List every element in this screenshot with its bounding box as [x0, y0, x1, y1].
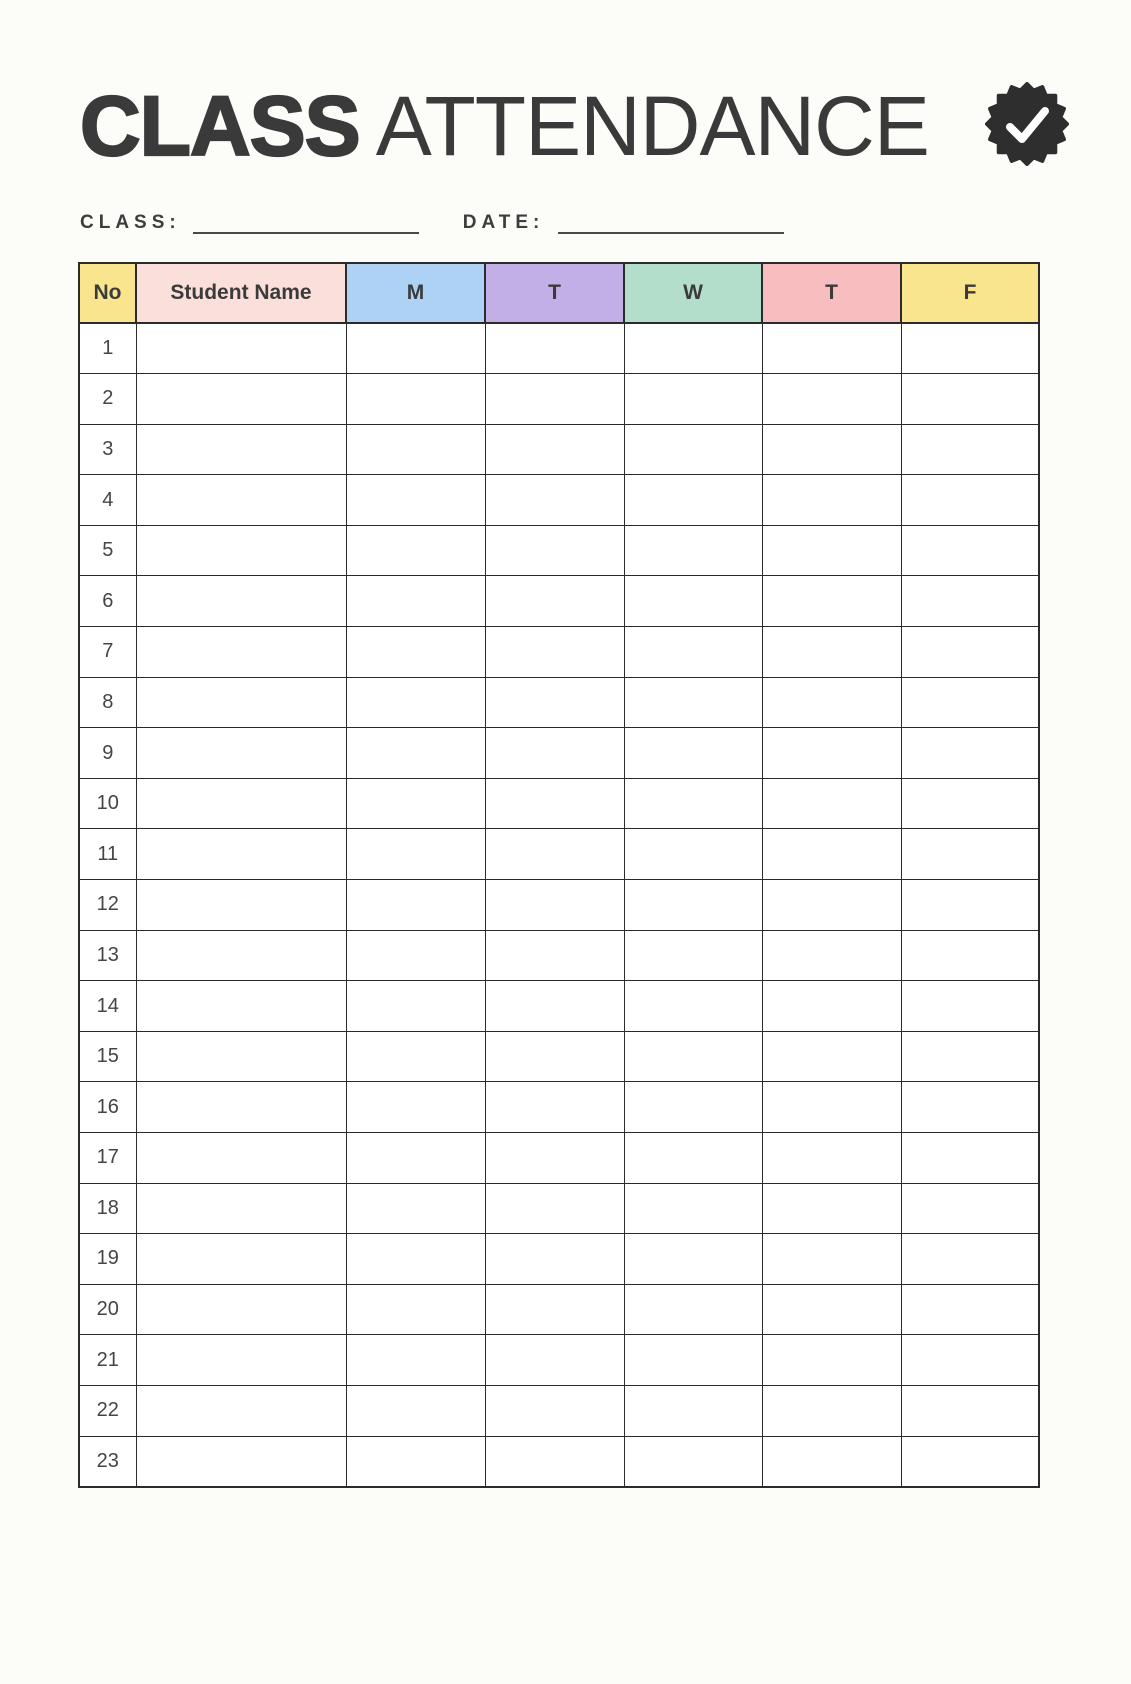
attendance-cell-tue[interactable]	[485, 525, 624, 576]
attendance-cell-fri[interactable]	[901, 627, 1039, 678]
attendance-cell-wed[interactable]	[624, 1133, 762, 1184]
attendance-cell-thu[interactable]	[762, 1133, 901, 1184]
row-number-cell: 2	[79, 374, 136, 425]
attendance-cell-tue[interactable]	[485, 1082, 624, 1133]
attendance-cell-tue[interactable]	[485, 323, 624, 374]
attendance-cell-mon[interactable]	[346, 1133, 485, 1184]
attendance-cell-wed[interactable]	[624, 475, 762, 526]
attendance-sheet	[0, 79, 1131, 1488]
attendance-cell-wed[interactable]	[624, 981, 762, 1032]
table-header-row	[79, 263, 1039, 323]
table-row	[79, 323, 1039, 374]
attendance-cell-mon[interactable]	[346, 1335, 485, 1386]
table-row	[79, 1234, 1039, 1285]
table-row	[79, 930, 1039, 981]
attendance-cell-wed[interactable]	[624, 323, 762, 374]
table-row	[79, 525, 1039, 576]
attendance-cell-mon[interactable]	[346, 930, 485, 981]
row-number-cell: 3	[79, 424, 136, 475]
attendance-cell-fri[interactable]	[901, 677, 1039, 728]
attendance-cell-thu[interactable]	[762, 930, 901, 981]
attendance-cell-tue[interactable]	[485, 778, 624, 829]
row-number-cell: 18	[79, 1183, 136, 1234]
table-row	[79, 677, 1039, 728]
attendance-cell-wed[interactable]	[624, 1234, 762, 1285]
attendance-cell-tue[interactable]	[485, 1234, 624, 1285]
attendance-cell-fri[interactable]	[901, 323, 1039, 374]
row-number-cell: 15	[79, 1031, 136, 1082]
table-row	[79, 728, 1039, 779]
attendance-cell-tue[interactable]	[485, 981, 624, 1032]
attendance-cell-wed[interactable]	[624, 677, 762, 728]
attendance-cell-fri[interactable]	[901, 576, 1039, 627]
attendance-cell-tue[interactable]	[485, 576, 624, 627]
attendance-cell-fri[interactable]	[901, 1234, 1039, 1285]
attendance-cell-fri[interactable]	[901, 829, 1039, 880]
attendance-cell-tue[interactable]	[485, 1031, 624, 1082]
attendance-cell-fri[interactable]	[901, 424, 1039, 475]
table-row	[79, 374, 1039, 425]
attendance-cell-mon[interactable]	[346, 981, 485, 1032]
attendance-cell-mon[interactable]	[346, 677, 485, 728]
column-header-student_name: Student Name	[136, 263, 346, 323]
table-row	[79, 475, 1039, 526]
student-name-cell[interactable]	[136, 374, 346, 425]
row-number-cell: 23	[79, 1436, 136, 1487]
table-row	[79, 981, 1039, 1032]
student-name-cell[interactable]	[136, 930, 346, 981]
student-name-cell[interactable]	[136, 829, 346, 880]
row-number-cell: 5	[79, 525, 136, 576]
attendance-cell-tue[interactable]	[485, 475, 624, 526]
attendance-cell-fri[interactable]	[901, 1133, 1039, 1184]
attendance-cell-thu[interactable]	[762, 728, 901, 779]
student-name-cell[interactable]	[136, 1436, 346, 1487]
attendance-cell-tue[interactable]	[485, 1335, 624, 1386]
student-name-cell[interactable]	[136, 728, 346, 779]
attendance-cell-tue[interactable]	[485, 627, 624, 678]
student-name-cell[interactable]	[136, 1183, 346, 1234]
attendance-cell-tue[interactable]	[485, 1436, 624, 1487]
attendance-cell-wed[interactable]	[624, 778, 762, 829]
table-row	[79, 1133, 1039, 1184]
row-number-cell: 1	[79, 323, 136, 374]
attendance-cell-wed[interactable]	[624, 1183, 762, 1234]
row-number-cell: 8	[79, 677, 136, 728]
attendance-cell-fri[interactable]	[901, 374, 1039, 425]
student-name-cell[interactable]	[136, 1234, 346, 1285]
attendance-cell-fri[interactable]	[901, 728, 1039, 779]
class-input-line[interactable]	[193, 210, 419, 234]
attendance-cell-tue[interactable]	[485, 1133, 624, 1184]
table-row	[79, 1436, 1039, 1487]
attendance-cell-tue[interactable]	[485, 930, 624, 981]
table-row	[79, 576, 1039, 627]
attendance-cell-wed[interactable]	[624, 576, 762, 627]
attendance-cell-fri[interactable]	[901, 1385, 1039, 1436]
attendance-cell-wed[interactable]	[624, 880, 762, 931]
page-title	[80, 79, 929, 173]
column-header-fri: F	[901, 263, 1039, 323]
attendance-cell-tue[interactable]	[485, 829, 624, 880]
student-name-cell[interactable]	[136, 525, 346, 576]
student-name-cell[interactable]	[136, 880, 346, 931]
check-seal-icon	[985, 82, 1069, 166]
attendance-cell-wed[interactable]	[624, 1082, 762, 1133]
attendance-cell-mon[interactable]	[346, 880, 485, 931]
attendance-cell-fri[interactable]	[901, 880, 1039, 931]
attendance-cell-tue[interactable]	[485, 677, 624, 728]
attendance-cell-mon[interactable]	[346, 1082, 485, 1133]
student-name-cell[interactable]	[136, 323, 346, 374]
student-name-cell[interactable]	[136, 1133, 346, 1184]
attendance-cell-mon[interactable]	[346, 1031, 485, 1082]
attendance-cell-tue[interactable]	[485, 1385, 624, 1436]
attendance-cell-mon[interactable]	[346, 1183, 485, 1234]
attendance-cell-thu[interactable]	[762, 374, 901, 425]
attendance-cell-thu[interactable]	[762, 1335, 901, 1386]
table-row	[79, 1031, 1039, 1082]
attendance-cell-thu[interactable]	[762, 1385, 901, 1436]
attendance-cell-tue[interactable]	[485, 1284, 624, 1335]
row-number-cell: 19	[79, 1234, 136, 1285]
attendance-cell-fri[interactable]	[901, 1436, 1039, 1487]
attendance-cell-thu[interactable]	[762, 829, 901, 880]
row-number-cell: 4	[79, 475, 136, 526]
date-input-line[interactable]	[558, 210, 784, 234]
class-label: CLASS:	[80, 212, 181, 233]
row-number-cell: 12	[79, 880, 136, 931]
attendance-cell-thu[interactable]	[762, 981, 901, 1032]
attendance-cell-thu[interactable]	[762, 1436, 901, 1487]
attendance-cell-tue[interactable]	[485, 424, 624, 475]
table-row	[79, 829, 1039, 880]
attendance-cell-mon[interactable]	[346, 1234, 485, 1285]
attendance-cell-mon[interactable]	[346, 525, 485, 576]
attendance-cell-mon[interactable]	[346, 627, 485, 678]
attendance-cell-mon[interactable]	[346, 374, 485, 425]
row-number-cell: 17	[79, 1133, 136, 1184]
table-row	[79, 424, 1039, 475]
row-number-cell: 20	[79, 1284, 136, 1335]
attendance-table	[78, 262, 1040, 1488]
attendance-cell-fri[interactable]	[901, 778, 1039, 829]
table-row	[79, 627, 1039, 678]
attendance-cell-fri[interactable]	[901, 1183, 1039, 1234]
row-number-cell: 16	[79, 1082, 136, 1133]
page-title-primary: CLASS	[80, 79, 360, 173]
attendance-cell-wed[interactable]	[624, 374, 762, 425]
attendance-cell-wed[interactable]	[624, 627, 762, 678]
attendance-cell-thu[interactable]	[762, 576, 901, 627]
column-header-mon: M	[346, 263, 485, 323]
attendance-cell-thu[interactable]	[762, 1082, 901, 1133]
attendance-cell-wed[interactable]	[624, 424, 762, 475]
attendance-cell-tue[interactable]	[485, 374, 624, 425]
student-name-cell[interactable]	[136, 778, 346, 829]
column-header-wed: W	[624, 263, 762, 323]
column-header-thu: T	[762, 263, 901, 323]
attendance-cell-tue[interactable]	[485, 880, 624, 931]
attendance-cell-mon[interactable]	[346, 728, 485, 779]
table-row	[79, 1284, 1039, 1335]
attendance-cell-fri[interactable]	[901, 981, 1039, 1032]
attendance-cell-thu[interactable]	[762, 1284, 901, 1335]
attendance-cell-thu[interactable]	[762, 525, 901, 576]
student-name-cell[interactable]	[136, 677, 346, 728]
row-number-cell: 11	[79, 829, 136, 880]
row-number-cell: 13	[79, 930, 136, 981]
attendance-cell-mon[interactable]	[346, 1436, 485, 1487]
attendance-cell-mon[interactable]	[346, 1284, 485, 1335]
attendance-cell-mon[interactable]	[346, 829, 485, 880]
attendance-cell-thu[interactable]	[762, 323, 901, 374]
attendance-cell-fri[interactable]	[901, 1082, 1039, 1133]
student-name-cell[interactable]	[136, 1031, 346, 1082]
table-row	[79, 1082, 1039, 1133]
attendance-cell-thu[interactable]	[762, 677, 901, 728]
table-row	[79, 1335, 1039, 1386]
attendance-cell-fri[interactable]	[901, 1031, 1039, 1082]
page-header	[80, 79, 1131, 173]
attendance-cell-thu[interactable]	[762, 627, 901, 678]
student-name-cell[interactable]	[136, 424, 346, 475]
table-row	[79, 1183, 1039, 1234]
attendance-cell-wed[interactable]	[624, 1385, 762, 1436]
attendance-cell-fri[interactable]	[901, 1335, 1039, 1386]
form-row	[80, 210, 1131, 234]
attendance-cell-wed[interactable]	[624, 1284, 762, 1335]
column-header-no: No	[79, 263, 136, 323]
student-name-cell[interactable]	[136, 1284, 346, 1335]
row-number-cell: 6	[79, 576, 136, 627]
table-row	[79, 778, 1039, 829]
attendance-cell-wed[interactable]	[624, 525, 762, 576]
table-row	[79, 880, 1039, 931]
page-title-secondary: ATTENDANCE	[375, 79, 929, 173]
attendance-cell-fri[interactable]	[901, 930, 1039, 981]
attendance-cell-mon[interactable]	[346, 1385, 485, 1436]
attendance-cell-thu[interactable]	[762, 1183, 901, 1234]
attendance-cell-wed[interactable]	[624, 829, 762, 880]
attendance-cell-mon[interactable]	[346, 424, 485, 475]
student-name-cell[interactable]	[136, 627, 346, 678]
attendance-cell-wed[interactable]	[624, 930, 762, 981]
attendance-cell-thu[interactable]	[762, 1234, 901, 1285]
student-name-cell[interactable]	[136, 981, 346, 1032]
attendance-cell-fri[interactable]	[901, 525, 1039, 576]
attendance-cell-thu[interactable]	[762, 778, 901, 829]
attendance-cell-fri[interactable]	[901, 1284, 1039, 1335]
row-number-cell: 22	[79, 1385, 136, 1436]
row-number-cell: 7	[79, 627, 136, 678]
table-row	[79, 1385, 1039, 1436]
attendance-cell-wed[interactable]	[624, 1031, 762, 1082]
attendance-cell-wed[interactable]	[624, 1436, 762, 1487]
attendance-cell-wed[interactable]	[624, 728, 762, 779]
attendance-cell-mon[interactable]	[346, 576, 485, 627]
attendance-cell-fri[interactable]	[901, 475, 1039, 526]
attendance-cell-wed[interactable]	[624, 1335, 762, 1386]
attendance-cell-thu[interactable]	[762, 1031, 901, 1082]
row-number-cell: 21	[79, 1335, 136, 1386]
row-number-cell: 10	[79, 778, 136, 829]
student-name-cell[interactable]	[136, 475, 346, 526]
attendance-cell-tue[interactable]	[485, 1183, 624, 1234]
row-number-cell: 9	[79, 728, 136, 779]
row-number-cell: 14	[79, 981, 136, 1032]
student-name-cell[interactable]	[136, 1385, 346, 1436]
column-header-tue: T	[485, 263, 624, 323]
student-name-cell[interactable]	[136, 576, 346, 627]
attendance-cell-mon[interactable]	[346, 323, 485, 374]
attendance-cell-thu[interactable]	[762, 880, 901, 931]
attendance-cell-mon[interactable]	[346, 778, 485, 829]
date-label: DATE:	[462, 212, 545, 233]
attendance-cell-tue[interactable]	[485, 728, 624, 779]
attendance-cell-thu[interactable]	[762, 424, 901, 475]
student-name-cell[interactable]	[136, 1082, 346, 1133]
attendance-cell-mon[interactable]	[346, 475, 485, 526]
student-name-cell[interactable]	[136, 1335, 346, 1386]
attendance-cell-thu[interactable]	[762, 475, 901, 526]
